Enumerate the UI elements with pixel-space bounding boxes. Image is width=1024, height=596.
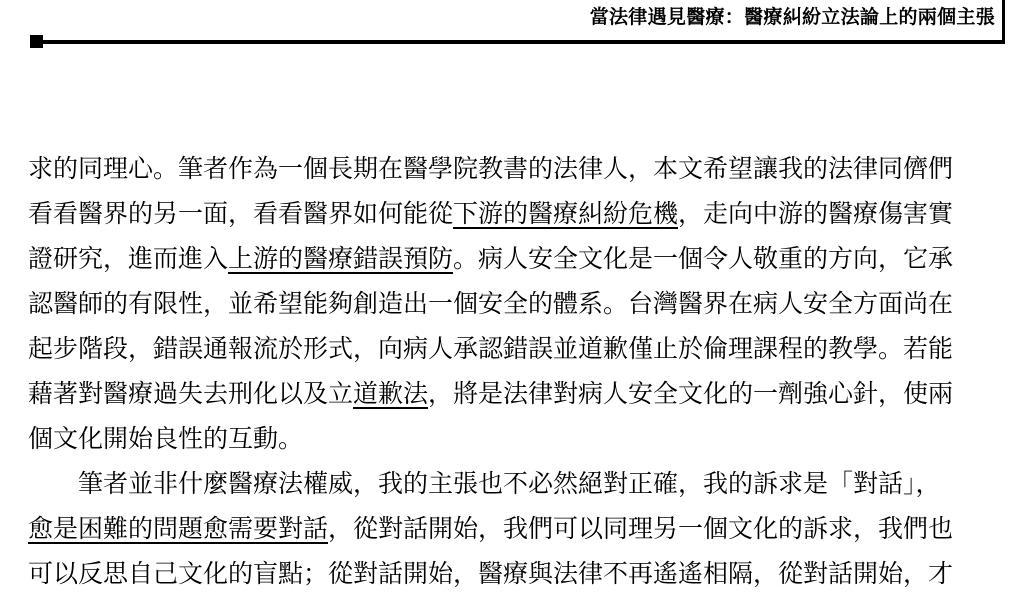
text-segment: 看看醫界的另一面，看看醫界如何能從 — [28, 199, 454, 228]
text-segment: 。病人安全文化是一個令人敬重的方向，它承 — [453, 244, 954, 273]
header-rule-square-marker — [30, 35, 43, 48]
text-line — [28, 506, 1008, 551]
text-segment: 起步階段，錯誤通報流於形式，向病人承認錯誤並道歉僅止於倫理課程的教學。若能 — [28, 334, 954, 363]
text-line — [28, 236, 1008, 281]
header-rule-vertical — [1002, 0, 1005, 44]
text-segment: 求的同理心。筆者作為一個長期在醫學院教書的法律人，本文希望讓我的法律同儕們 — [28, 154, 954, 183]
text-segment: 藉著對醫療過失去刑化以及立 — [28, 379, 354, 408]
header-rule-horizontal — [34, 40, 1005, 44]
text-line — [28, 371, 1008, 416]
running-header-title: 當法律遇見醫療：醫療糾紛立法論上的兩個主張 — [589, 6, 995, 28]
text-segment: ，走向中游的醫療傷害實 — [678, 199, 954, 228]
text-line — [28, 191, 1008, 236]
text-line — [28, 281, 1008, 326]
text-segment: ，將是法律對病人安全文化的一劑強心針，使兩 — [428, 379, 954, 408]
text-segment: 證研究，進而進入 — [28, 244, 229, 273]
text-line — [28, 416, 1008, 461]
body-text — [28, 146, 1008, 596]
text-segment: 可以反思自己文化的盲點；從對話開始，醫療與法律不再遙遙相隔，從對話開始，才 — [28, 559, 954, 588]
text-segment: 筆者並非什麼醫療法權威，我的主張也不必然絕對正確，我的訴求是「對話」， — [78, 469, 941, 498]
underlined-phrase: 道歉法 — [353, 379, 429, 408]
text-segment: 認醫師的有限性，並希望能夠創造出一個安全的體系。台灣醫界在病人安全方面尚在 — [28, 289, 954, 318]
text-segment: ，從對話開始，我們可以同理另一個文化的訴求，我們也 — [328, 514, 954, 543]
text-segment: 個文化開始良性的互動。 — [28, 424, 304, 453]
text-line — [28, 326, 1008, 371]
underlined-phrase: 上游的醫療錯誤預防 — [228, 244, 454, 273]
text-line — [28, 146, 1008, 191]
text-line — [28, 551, 1008, 596]
underlined-phrase: 下游的醫療糾紛危機 — [453, 199, 679, 228]
underlined-phrase: 愈是困難的問題愈需要對話 — [28, 514, 329, 543]
text-line — [28, 461, 1008, 506]
